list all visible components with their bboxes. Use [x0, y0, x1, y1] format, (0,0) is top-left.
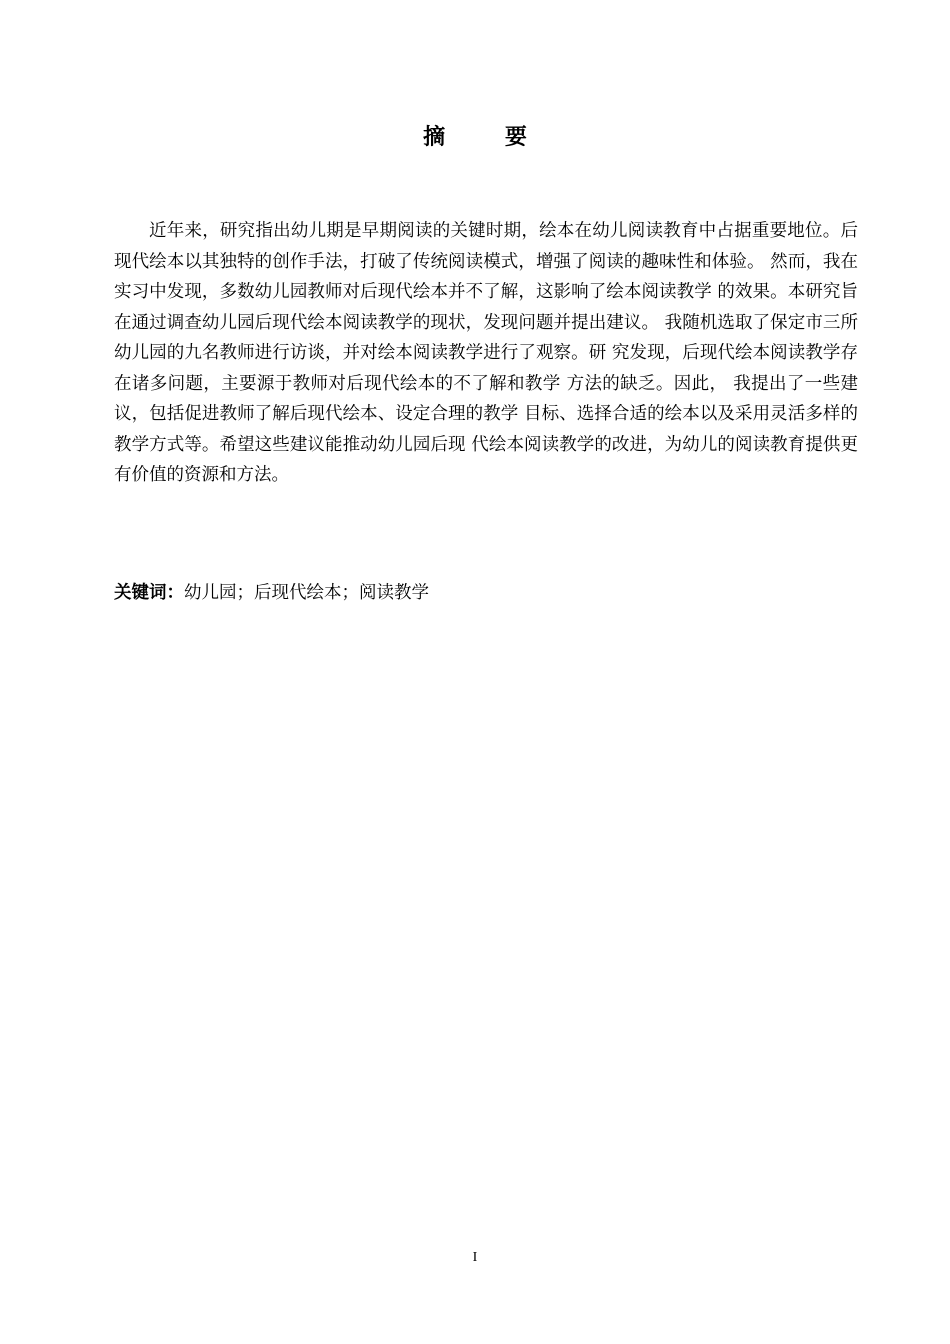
keywords-value: 幼儿园；后现代绘本；阅读教学 [184, 583, 429, 603]
keywords-line [114, 578, 858, 608]
keywords-label: 关键词： [114, 583, 184, 603]
abstract-body: 近年来，研究指出幼儿期是早期阅读的关键时期，绘本在幼儿阅读教育中占据重要地位。后现代绘本以其独特的创作手法，打破了传统阅读模式，增强了阅读的趣味性和体验。 然而，我在实习中发现，多数幼儿园教师对后现代绘本并不了解，这影响了绘本阅读教学 的效果。本研究旨在通过调查幼儿园后现代绘本阅读教学的现状，发现问题并提出建议。 我随机选取了保定市三所幼儿园的九名教师进行访谈，并对绘本阅读教学进行了观察。研 究发现，后现代绘本阅读教学存在诸多问题，主要源于教师对后现代绘本的不了解和教学 方法的缺乏。因此， 我提出了一些建议，包括促进教师了解后现代绘本、设定合理的教学 目标、选择合适的绘本以及采用灵活多样的教学方式等。希望这些建议能推动幼儿园后现 代绘本阅读教学的改进，为幼儿的阅读教育提供更有价值的资源和方法。 [114, 221, 858, 485]
abstract-title: 摘 要 [423, 125, 553, 150]
page-number: I [472, 1250, 478, 1265]
